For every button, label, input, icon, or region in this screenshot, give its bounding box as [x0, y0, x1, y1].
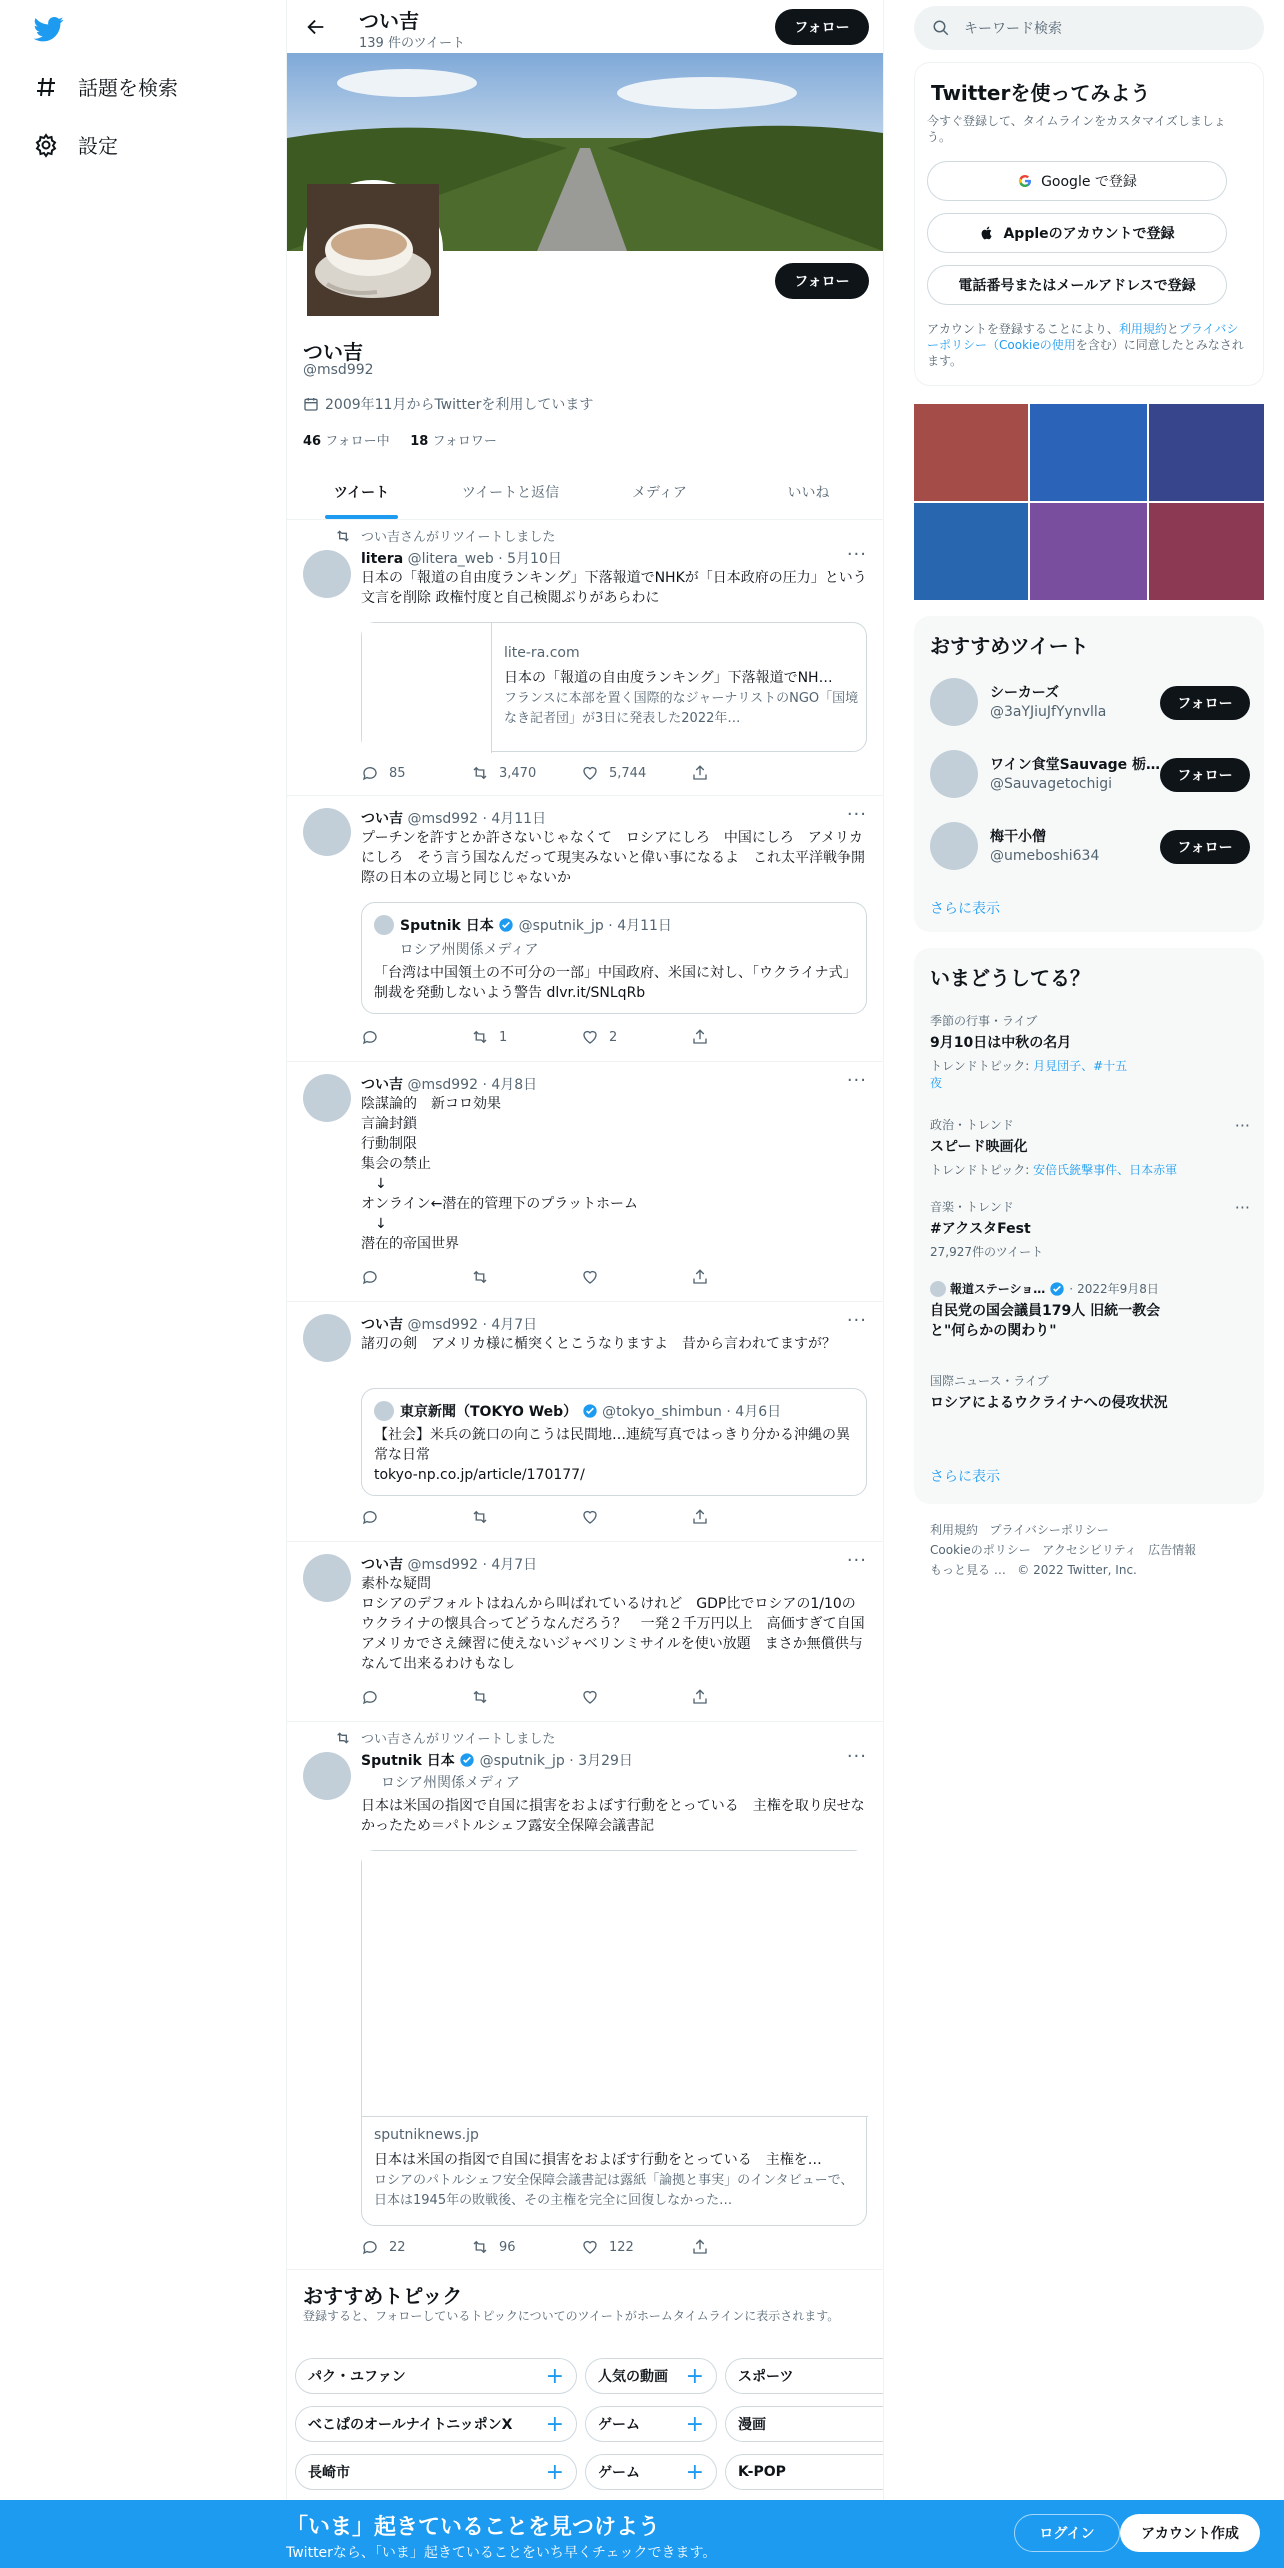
- retweet-icon: [471, 764, 489, 782]
- topic-chip[interactable]: ゲーム +: [585, 2454, 717, 2490]
- tweet-actions: [361, 2238, 801, 2256]
- show-more-link[interactable]: さらに表示: [930, 1469, 1000, 1485]
- signup-panel: [914, 62, 1264, 386]
- card-description: フランスに本部を置く国際的なジャーナリストのNGO「国境なき記者団」が3日に発表した2022年…: [504, 691, 859, 726]
- topic-chip[interactable]: ゲーム +: [585, 2406, 717, 2442]
- tweet-header: つい吉 @msd992 · 4月8日: [361, 1077, 538, 1093]
- reply-button[interactable]: [361, 1508, 471, 1526]
- reply-icon: [361, 1688, 379, 1706]
- bottom-bar-subtitle: Twitterなら、「いま」起きていることをいち早くチェックできます。: [286, 2545, 717, 2561]
- reply-icon: [361, 1508, 379, 1526]
- heart-icon: [581, 1268, 599, 1286]
- verified-badge-icon: [582, 1403, 598, 1419]
- nav-settings-label: 設定: [78, 134, 118, 158]
- avatar-image: [307, 184, 439, 316]
- avatar[interactable]: [303, 1314, 351, 1362]
- footer-link[interactable]: もっと見る …: [930, 1563, 1006, 1577]
- quote-avatar: [374, 1401, 394, 1421]
- more-icon[interactable]: ···: [846, 1310, 867, 1331]
- plus-icon: +: [545, 2411, 564, 2437]
- plus-icon: +: [545, 2459, 564, 2485]
- media-thumb[interactable]: [914, 404, 1028, 501]
- tweet-count: 139 件のツイート: [359, 36, 466, 51]
- profile-column: [286, 0, 884, 2500]
- nav-explore-label: 話題を検索: [78, 76, 178, 100]
- more-icon[interactable]: ···: [846, 1070, 867, 1091]
- tweet[interactable]: [287, 520, 883, 796]
- avatar[interactable]: [303, 550, 351, 598]
- retweet-button[interactable]: 1: [471, 1028, 581, 1046]
- like-button[interactable]: [581, 1268, 691, 1286]
- plus-icon: +: [685, 2411, 704, 2437]
- signup-description: 今すぐ登録して、タイムラインをカスタマイズしましょう。: [927, 114, 1226, 144]
- tweet[interactable]: [287, 1542, 883, 1722]
- follow-button[interactable]: フォロー: [1160, 686, 1250, 720]
- plus-icon: +: [685, 2459, 704, 2485]
- tweet[interactable]: [287, 1722, 883, 2270]
- joined-text: 2009年11月からTwitterを利用しています: [325, 397, 594, 413]
- apple-icon: [979, 225, 995, 241]
- follow-stats: [303, 430, 497, 449]
- like-button[interactable]: 122: [581, 2238, 691, 2256]
- trend-item[interactable]: 音楽・トレンド #アクスタFest 27,927件のツイート ···: [930, 1198, 1250, 1259]
- footer-link[interactable]: 広告情報: [1148, 1543, 1197, 1557]
- tweet-text: プーチンを許すとか許さないじゃなくて ロシアにしろ 中国にしろ アメリカにしろ そう言う国なんだって現実みないと偉い事になるよ これ太平洋戦争開際の日本の立場と同じじゃないか: [361, 830, 865, 886]
- topic-chip[interactable]: パク・ユファン +: [295, 2358, 577, 2394]
- quote-tweet[interactable]: [361, 1388, 867, 1496]
- copyright: © 2022 Twitter, Inc.: [1017, 1563, 1137, 1577]
- bottom-bar-title: 「いま」起きていることを見つけよう: [286, 2515, 661, 2540]
- joined-date: [303, 394, 593, 414]
- link-card[interactable]: [361, 622, 867, 752]
- more-icon[interactable]: ···: [846, 1746, 867, 1767]
- tweet-actions: [361, 1268, 801, 1286]
- retweet-icon: [471, 1028, 489, 1046]
- reply-icon: [361, 1028, 379, 1046]
- topic-chip[interactable]: 漫画: [725, 2406, 883, 2442]
- avatar: [930, 1281, 946, 1297]
- privacy-link[interactable]: プライバシーポリシー（Cookieの使用: [927, 322, 1239, 352]
- card-domain: lite-ra.com: [504, 645, 580, 661]
- media-grid[interactable]: [914, 404, 1264, 600]
- share-button[interactable]: [691, 1688, 801, 1706]
- plus-icon: +: [545, 2363, 564, 2389]
- more-icon[interactable]: ···: [846, 804, 867, 825]
- gear-icon: [34, 133, 58, 157]
- tweet[interactable]: [287, 796, 883, 1062]
- like-button[interactable]: [581, 1688, 691, 1706]
- card-thumbnail: [362, 623, 492, 753]
- verified-badge-icon: [1049, 1281, 1065, 1297]
- reply-icon: [361, 1268, 379, 1286]
- avatar[interactable]: [303, 1074, 351, 1122]
- avatar[interactable]: [303, 1554, 351, 1602]
- hashtag-icon: [34, 75, 58, 99]
- tweet-actions: [361, 1688, 801, 1706]
- share-button[interactable]: [691, 1268, 801, 1286]
- reply-button[interactable]: [361, 1268, 471, 1286]
- topics-description: 登録すると、フォローしているトピックについてのツイートがホームタイムラインに表示されます。: [303, 2309, 840, 2323]
- nav-settings[interactable]: [34, 130, 118, 159]
- left-nav: [0, 0, 286, 2500]
- card-domain: sputniknews.jp: [374, 2127, 479, 2143]
- more-icon[interactable]: ···: [1234, 1198, 1250, 1217]
- trends-panel: [914, 948, 1264, 1504]
- news-item[interactable]: 国際ニュース・ライブ ロシアによるウクライナへの侵攻状況: [930, 1374, 1168, 1411]
- heart-icon: [581, 1508, 599, 1526]
- quote-tweet[interactable]: [361, 902, 867, 1014]
- retweet-note: つい吉さんがリツイートしました: [335, 526, 555, 545]
- calendar-icon: [303, 396, 319, 412]
- footer-link[interactable]: Cookieのポリシー: [930, 1543, 1031, 1557]
- profile-topbar: [287, 0, 883, 53]
- share-icon: [691, 764, 709, 782]
- trend-item[interactable]: 政治・トレンド スピード映画化 トレンドトピック: 安倍氏銃撃事件、日本赤軍 ···: [930, 1116, 1250, 1177]
- tweet[interactable]: [287, 1302, 883, 1542]
- state-media-label: ロシア州関係メディア: [399, 942, 539, 958]
- tab-tweets[interactable]: ツイート: [287, 468, 436, 519]
- profile-tabs: [287, 468, 883, 520]
- tweet-header: つい吉 @msd992 · 4月11日: [361, 811, 547, 827]
- signup-title: Twitterを使ってみよう: [931, 81, 1151, 105]
- tweet-header: つい吉 @msd992 · 4月7日: [361, 1557, 538, 1573]
- topic-chip[interactable]: 長崎市 +: [295, 2454, 577, 2490]
- retweet-button[interactable]: 96: [471, 2238, 581, 2256]
- recommend-title: おすすめツイート: [930, 634, 1089, 658]
- card-title: 日本は米国の指図で自国に損害をおよぼす行動をとっている 主権を…: [374, 2152, 822, 2168]
- card-image: [362, 1851, 868, 2117]
- show-more-link[interactable]: さらに表示: [930, 901, 1000, 917]
- signup-bottom-bar: [0, 2500, 1284, 2568]
- heart-icon: [581, 2238, 599, 2256]
- reply-icon: [361, 764, 379, 782]
- card-description: ロシアのパトルシェフ安全保障会議書記は露紙「論拠と事実」のインタビューで、日本は1945年の敗戦後、その主権を完全に回復しなかった…: [374, 2173, 854, 2208]
- tab-tweets-replies[interactable]: ツイートと返信: [461, 485, 560, 501]
- recommend-item[interactable]: 梅干小僧 @umeboshi634 フォロー: [930, 822, 1250, 874]
- login-button[interactable]: ログイン: [1014, 2514, 1120, 2552]
- share-icon: [691, 1268, 709, 1286]
- following-link[interactable]: 46 フォロー中: [303, 434, 390, 449]
- like-button[interactable]: 5,744: [581, 764, 691, 782]
- like-button[interactable]: [581, 1508, 691, 1526]
- footer-link[interactable]: 利用規約: [930, 1523, 979, 1537]
- footer-link[interactable]: プライバシーポリシー: [989, 1523, 1109, 1537]
- share-icon: [691, 1028, 709, 1046]
- header-follow-button[interactable]: フォロー: [775, 9, 869, 45]
- google-signup-button[interactable]: Google で登録: [927, 161, 1227, 201]
- verified-badge-icon: [498, 917, 514, 933]
- tweet[interactable]: [287, 1062, 883, 1302]
- tweet-actions: [361, 764, 801, 782]
- retweet-button[interactable]: [471, 1268, 581, 1286]
- quote-header: Sputnik 日本 @sputnik_jp · 4月11日: [400, 918, 672, 934]
- quote-avatar: [374, 915, 394, 935]
- tweet-actions: [361, 1508, 801, 1526]
- retweet-note: つい吉さんがリツイートしました: [335, 1728, 555, 1747]
- media-thumb[interactable]: [1149, 404, 1264, 501]
- tweet-text: 諸刃の剣 アメリカ様に楯突くとこうなりますよ 昔から言われてますが？: [361, 1336, 837, 1352]
- retweet-button[interactable]: 3,470: [471, 764, 581, 782]
- more-icon[interactable]: ···: [846, 544, 867, 565]
- topic-chip[interactable]: 人気の動画 +: [585, 2358, 717, 2394]
- reply-icon: [361, 2238, 379, 2256]
- like-button[interactable]: 2: [581, 1028, 691, 1046]
- trends-title: いまどうしてる？: [930, 966, 1090, 990]
- quote-header: 東京新聞（TOKYO Web） @tokyo_shimbun · 4月6日: [400, 1404, 782, 1420]
- news-item[interactable]: 報道ステーショ… · 2022年9月8日 自民党の国会議員179人 旧統一教会と"何らかの関わり": [930, 1281, 1161, 1339]
- recommend-item[interactable]: シーカーズ @3aYJiuJfYynvlla フォロー: [930, 678, 1250, 730]
- search-input[interactable]: キーワード検索: [914, 6, 1264, 50]
- retweet-icon: [471, 1508, 489, 1526]
- profile-follow-button[interactable]: フォロー: [775, 263, 869, 299]
- footer-links: [930, 1520, 1250, 1580]
- retweet-icon: [335, 528, 351, 544]
- link-card[interactable]: [361, 1850, 867, 2226]
- header-title: つい吉: [359, 9, 419, 33]
- topic-chip[interactable]: べこぱのオールナイトニッポンX +: [295, 2406, 577, 2442]
- share-button[interactable]: [691, 764, 801, 782]
- share-icon: [691, 1688, 709, 1706]
- reply-button[interactable]: 85: [361, 764, 471, 782]
- verified-badge-icon: [459, 1752, 475, 1768]
- share-button[interactable]: [691, 2238, 801, 2256]
- tweet-actions: [361, 1028, 801, 1046]
- media-thumb[interactable]: [914, 503, 1028, 600]
- tweet-text: 素朴な疑問 ロシアのデフォルトはねんから叫ばれているけれど GDP比でロシアの1/10のウクライナの懐具合ってどうなんだろう？ 一発２千万円以上 高価すぎて自国アメリカでさえ練習に使えないジャベリンミサイルを使い放題 まさか無償供与なんて出来るわけもなし: [361, 1576, 865, 1672]
- state-media-label: ロシア州関係メディア: [381, 1775, 520, 1791]
- search-icon: [932, 19, 950, 37]
- plus-icon: +: [685, 2363, 704, 2389]
- follow-button[interactable]: フォロー: [1160, 758, 1250, 792]
- tab-media[interactable]: メディア: [632, 485, 687, 501]
- apple-signup-button[interactable]: Appleのアカウントで登録: [927, 213, 1227, 253]
- profile-handle: @msd992: [303, 362, 374, 378]
- retweet-button[interactable]: [471, 1688, 581, 1706]
- heart-icon: [581, 764, 599, 782]
- terms-link[interactable]: 利用規約: [1118, 322, 1167, 336]
- avatar: [930, 822, 978, 870]
- retweet-button[interactable]: [471, 1508, 581, 1526]
- create-account-button[interactable]: アカウント作成: [1120, 2514, 1260, 2552]
- share-icon: [691, 1508, 709, 1526]
- card-title: 日本の「報道の自由度ランキング」下落報道でNH…: [504, 670, 833, 686]
- avatar[interactable]: [303, 808, 351, 856]
- topics-title: おすすめトピック: [303, 2284, 463, 2308]
- recommend-item[interactable]: ワイン食堂Sauvage 栃… @Sauvagetochigi フォロー: [930, 750, 1250, 802]
- tweet-text: 日本は米国の指図で自国に損害をおよぼす行動をとっている 主権を取り戻せなかったため＝パトルシェフ露安全保障会議書記: [361, 1798, 865, 1834]
- retweet-icon: [471, 1688, 489, 1706]
- avatar: [930, 678, 978, 726]
- quote-text: 「台湾は中国領土の不可分の一部」中国政府、米国に対し、「ウクライナ式」制裁を発動しないよう警告 dlvr.it/SNLqRb: [374, 965, 850, 1001]
- reply-button[interactable]: [361, 1028, 471, 1046]
- retweet-icon: [335, 1730, 351, 1746]
- topic-chip[interactable]: K-POP: [725, 2454, 883, 2490]
- tweet-header: litera @litera_web · 5月10日: [361, 551, 562, 567]
- back-arrow-icon[interactable]: [305, 16, 327, 38]
- trend-item[interactable]: 季節の行事・ライブ 9月10日は中秋の名月 トレンドトピック: 月見団子、#十五夜: [930, 1014, 1128, 1090]
- follow-button[interactable]: フォロー: [1160, 830, 1250, 864]
- followers-link[interactable]: 18 フォロワー: [410, 434, 497, 449]
- reply-button[interactable]: 22: [361, 2238, 471, 2256]
- avatar: [930, 750, 978, 798]
- avatar[interactable]: [303, 1752, 351, 1800]
- nav-explore[interactable]: [34, 72, 178, 101]
- retweet-icon: [471, 2238, 489, 2256]
- tweet-header: つい吉 @msd992 · 4月7日: [361, 1317, 538, 1333]
- twitter-logo-icon[interactable]: [34, 14, 64, 44]
- reply-button[interactable]: [361, 1688, 471, 1706]
- share-button[interactable]: [691, 1508, 801, 1526]
- share-button[interactable]: [691, 1028, 801, 1046]
- profile-name: つい吉: [303, 340, 363, 364]
- terms-text: アカウントを登録することにより、利用規約とプライバシーポリシー（Cookieの使用を含む）に同意したとみなされます。: [927, 322, 1244, 368]
- recommend-panel: [914, 616, 1264, 932]
- more-icon[interactable]: ···: [846, 1550, 867, 1571]
- phone-email-signup-button[interactable]: 電話番号またはメールアドレスで登録: [927, 265, 1227, 305]
- media-thumb[interactable]: [1030, 503, 1147, 600]
- share-icon: [691, 2238, 709, 2256]
- retweet-icon: [471, 1268, 489, 1286]
- profile-avatar[interactable]: [303, 180, 443, 320]
- heart-icon: [581, 1028, 599, 1046]
- media-thumb[interactable]: [1030, 404, 1147, 501]
- quote-text: 【社会】米兵の銃口の向こうは民間地…連続写真ではっきり分かる沖縄の異常な日常 tokyo-np.co.jp/article/170177/: [374, 1427, 850, 1483]
- media-thumb[interactable]: [1149, 503, 1264, 600]
- tab-likes[interactable]: いいね: [787, 485, 830, 501]
- heart-icon: [581, 1688, 599, 1706]
- google-icon: [1017, 173, 1033, 189]
- more-icon[interactable]: ···: [1234, 1116, 1250, 1135]
- tweet-text: 陰謀論的 新コロ効果 言論封鎖 行動制限 集会の禁止 ↓ オンライン←潜在的管理下のプラットホーム ↓ 潜在的帝国世界: [361, 1096, 639, 1252]
- tweet-text: 日本の「報道の自由度ランキング」下落報道でNHKが「日本政府の圧力」という文言を削除 政権忖度と自己検閲ぶりがあらわに: [361, 570, 867, 606]
- topic-chip[interactable]: スポーツ: [725, 2358, 883, 2394]
- tweet-header: Sputnik 日本 @sputnik_jp · 3月29日: [361, 1753, 633, 1769]
- footer-link[interactable]: アクセシビリティ: [1042, 1543, 1137, 1557]
